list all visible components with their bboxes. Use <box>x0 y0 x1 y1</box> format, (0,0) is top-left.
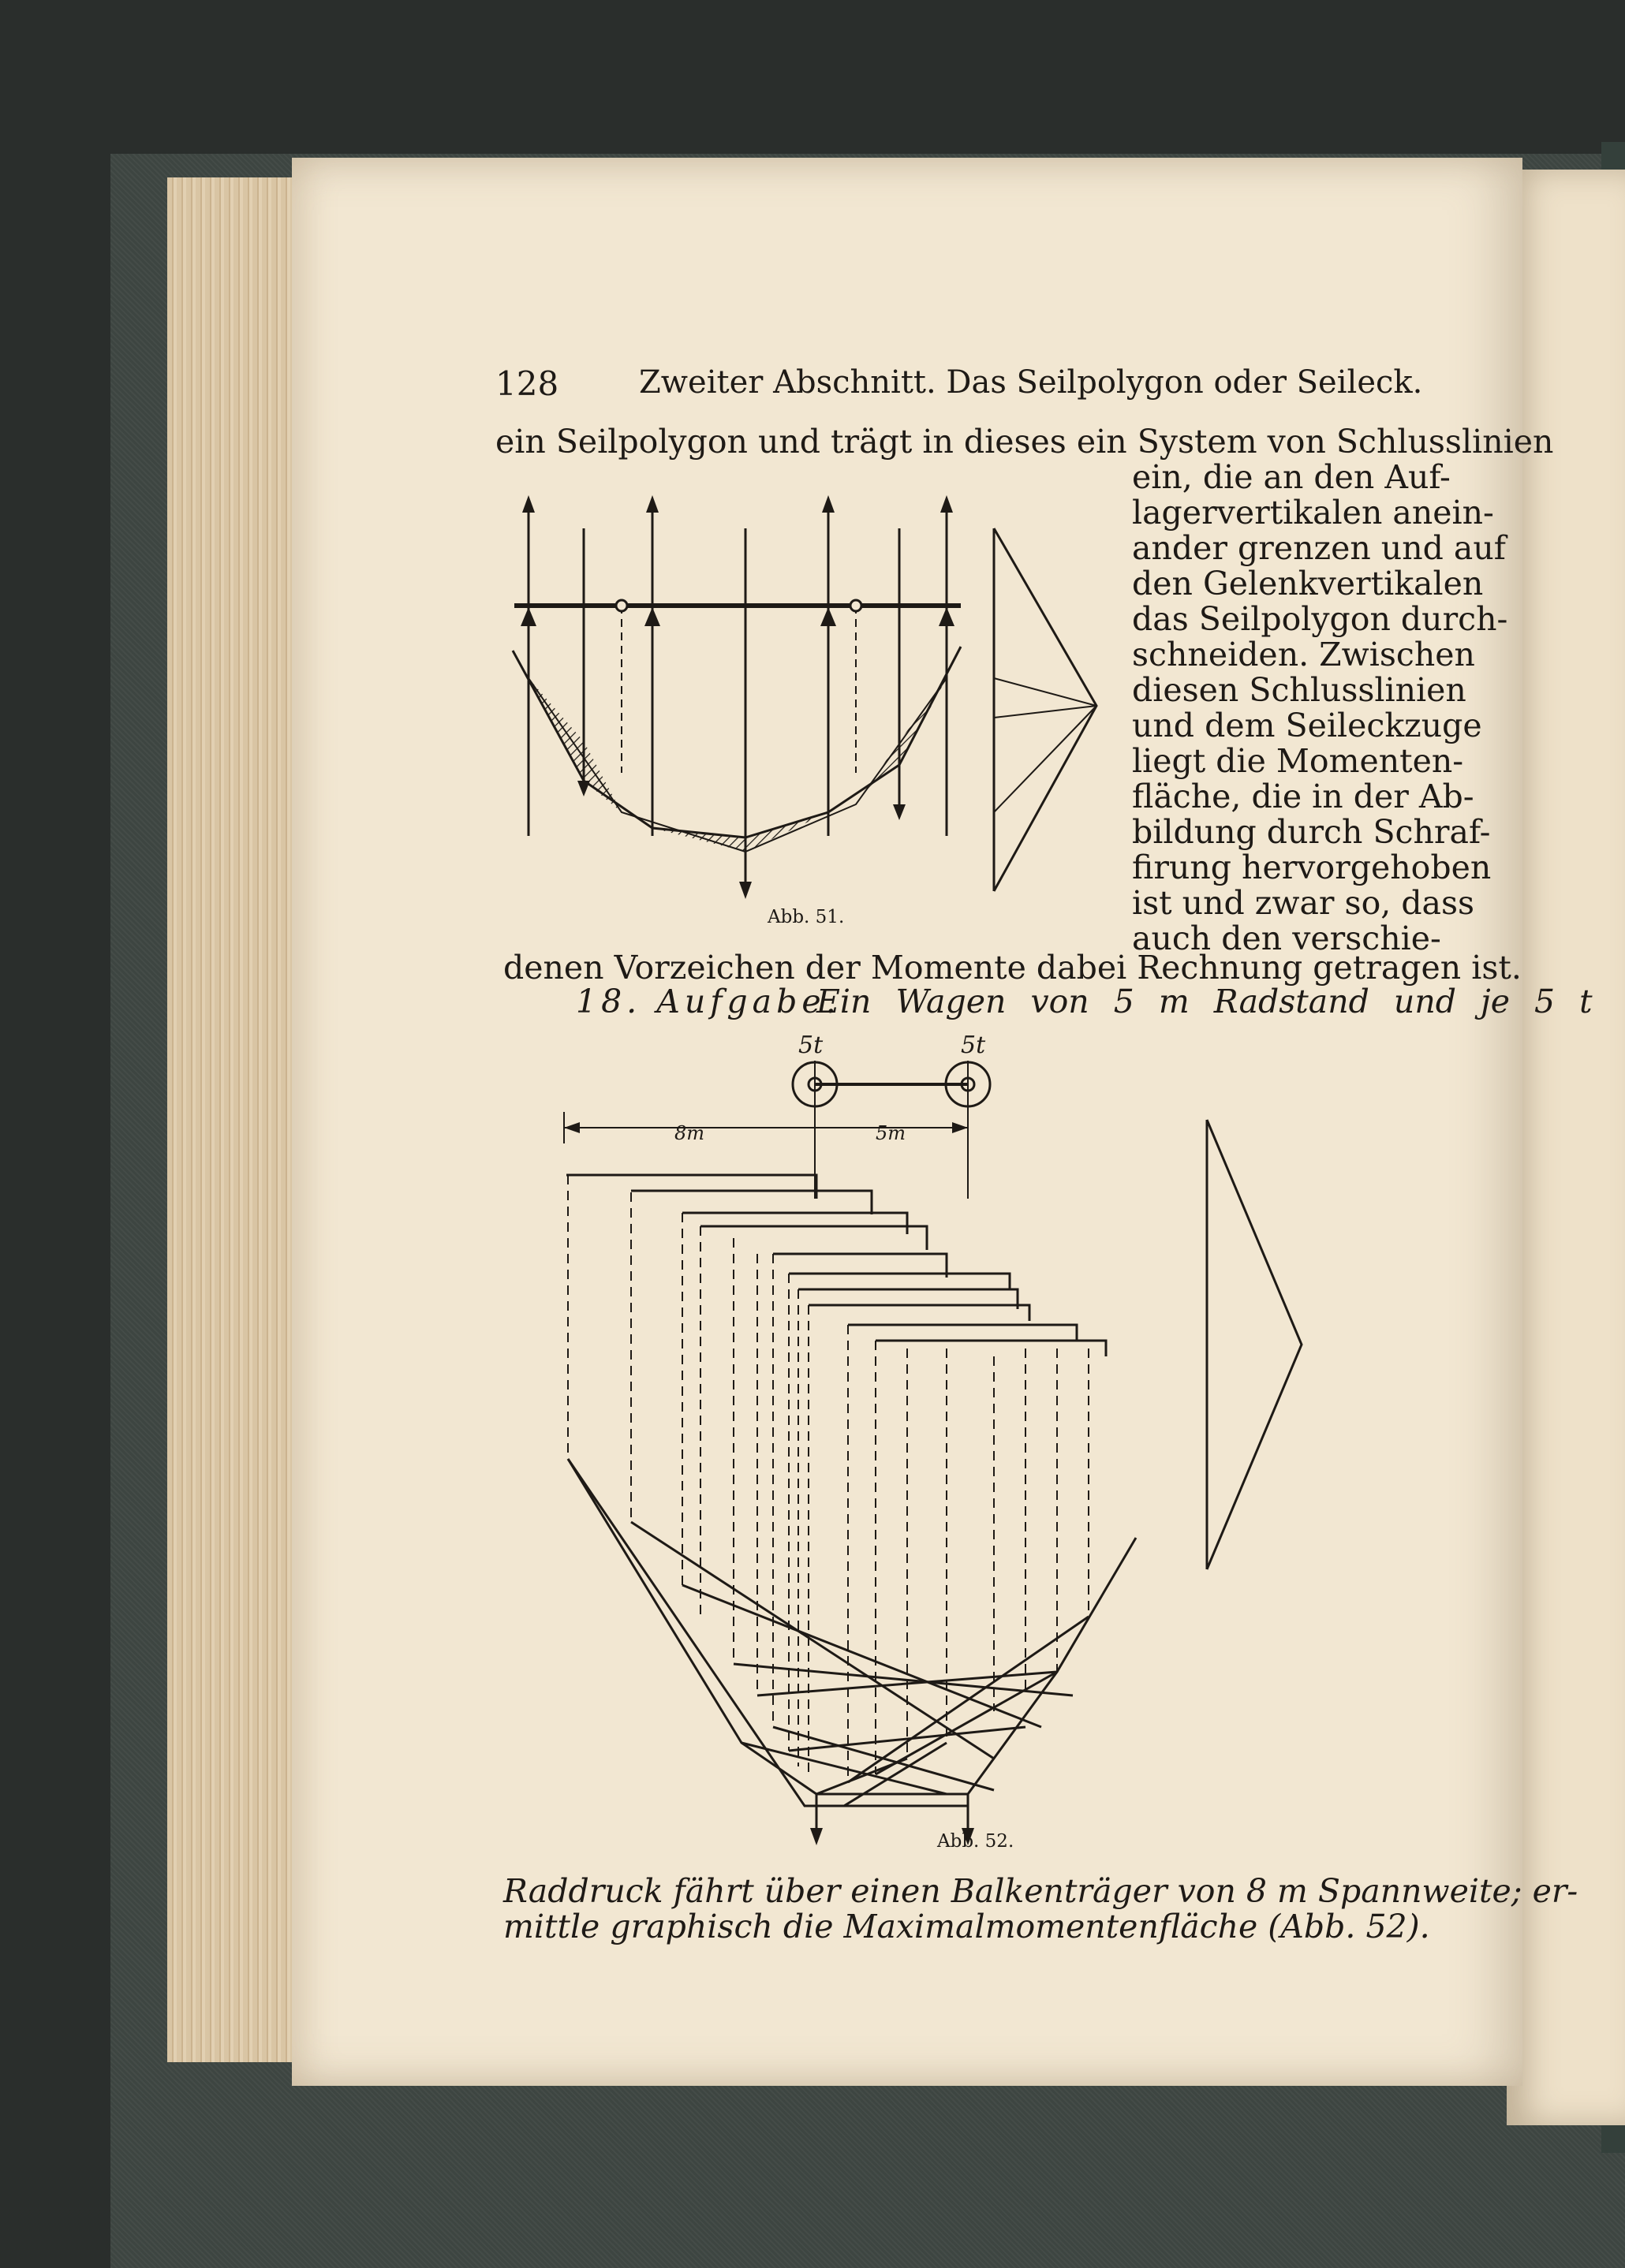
body-line: schneiden. Zwischen <box>1132 636 1475 673</box>
body-line: auch den verschie- <box>1132 920 1441 957</box>
body-line: ein, die an den Auf- <box>1132 458 1451 496</box>
body-line: ein Seilpolygon und trägt in dieses ein System von Schlusslinien <box>495 423 1554 461</box>
body-line: das Seilpolygon durch- <box>1132 600 1508 638</box>
load-label-right: 5t <box>961 1031 986 1059</box>
body-line: liegt die Momenten- <box>1132 742 1464 780</box>
figure-52-caption: Abb. 52. <box>937 1831 1014 1852</box>
body-line: fläche, die in der Ab- <box>1132 778 1474 815</box>
task-line-3: mittle graphisch die Maximalmomentenfläche (Abb. 52). <box>503 1908 1430 1945</box>
body-line: diesen Schlusslinien <box>1132 671 1466 709</box>
task-label: 18. Aufgabe. <box>576 983 841 1020</box>
page-block-edges <box>167 177 301 2062</box>
body-line: firung hervorgehoben <box>1132 849 1492 886</box>
load-label-left: 5t <box>798 1031 824 1059</box>
body-line: bildung durch Schraf- <box>1132 813 1491 851</box>
body-line: den Gelenkvertikalen <box>1132 565 1484 602</box>
body-line: denen Vorzeichen der Momente dabei Rechnung getragen ist. <box>503 949 1522 987</box>
figure-52-diagram <box>505 1017 1420 1845</box>
body-line: ist und zwar so, dass <box>1132 884 1475 922</box>
page-number: 128 <box>495 364 559 403</box>
body-line: und dem Seileckzuge <box>1132 707 1482 744</box>
task-line-2: Raddruck fährt über einen Balkenträger von 8 m Spannweite; er- <box>503 1872 1578 1910</box>
body-line: ander grenzen und auf <box>1132 529 1506 567</box>
figure-51-diagram <box>505 481 1120 923</box>
task-line-1: Ein Wagen von 5 m Radstand und je 5 t <box>816 983 1593 1020</box>
facing-page-edge <box>1507 170 1625 2125</box>
figure-51-caption: Abb. 51. <box>768 907 845 927</box>
body-line: lagervertikalen anein- <box>1132 494 1494 532</box>
wheelbase-label: 5m <box>876 1122 906 1144</box>
running-title: Zweiter Abschnitt. Das Seilpolygon oder Seileck. <box>639 364 1423 401</box>
span-label: 8m <box>674 1122 705 1144</box>
